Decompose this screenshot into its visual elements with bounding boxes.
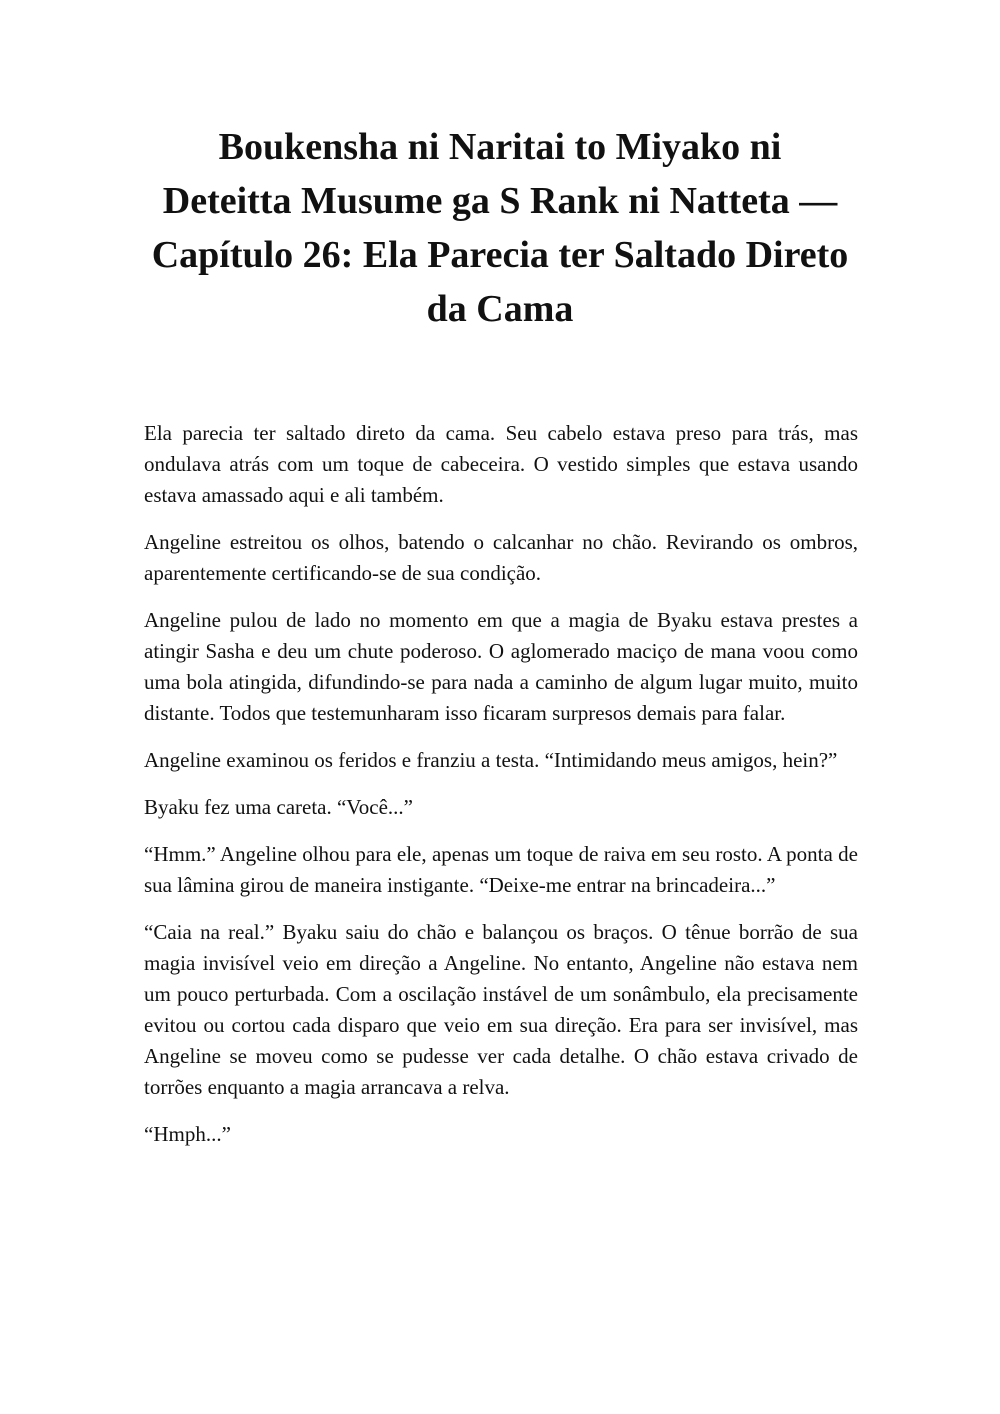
paragraph: “Hmph...” (144, 1122, 231, 1146)
paragraph: Ela parecia ter saltado direto da cama. Seu cabelo estava preso para trás, mas ondulava atrás com um toque de cabeceira. O vestido simples que estava usando estava amassado aqui e ali também. (144, 421, 858, 507)
paragraph: “Caia na real.” Byaku saiu do chão e balançou os braços. O tênue borrão de sua magia invisível veio em direção a Angeline. No entanto, Angeline não estava nem um pouco perturbada. Com a oscilação instável de um sonâmbulo, ela precisamente evitou ou cortou cada disparo que veio em sua direção. Era para ser invisível, mas Angeline se moveu como se pudesse ver cada detalhe. O chão estava crivado de torrões enquanto a magia arrancava a relva. (144, 920, 858, 1099)
paragraph: Angeline pulou de lado no momento em que a magia de Byaku estava prestes a atingir Sasha e deu um chute poderoso. O aglomerado maciço de mana voou como uma bola atingida, difundindo-se para nada a caminho de algum lugar muito, muito distante. Todos que testemunharam isso ficaram surpresos demais para falar. (144, 608, 858, 725)
chapter-title: Boukensha ni Naritai to Miyako ni Deteitta Musume ga S Rank ni Natteta — Capítulo 26: Ela Parecia ter Saltado Direto da Cama (151, 126, 849, 330)
paragraph: Byaku fez uma careta. “Você...” (144, 795, 413, 819)
paragraph: Angeline examinou os feridos e franziu a testa. “Intimidando meus amigos, hein?” (144, 748, 838, 772)
paragraph: Angeline estreitou os olhos, batendo o calcanhar no chão. Revirando os ombros, aparentemente certificando-se de sua condição. (144, 530, 858, 585)
paragraph: “Hmm.” Angeline olhou para ele, apenas um toque de raiva em seu rosto. A ponta de sua lâmina girou de maneira instigante. “Deixe-me entrar na brincadeira...” (144, 842, 858, 897)
chapter-body (144, 418, 858, 1166)
